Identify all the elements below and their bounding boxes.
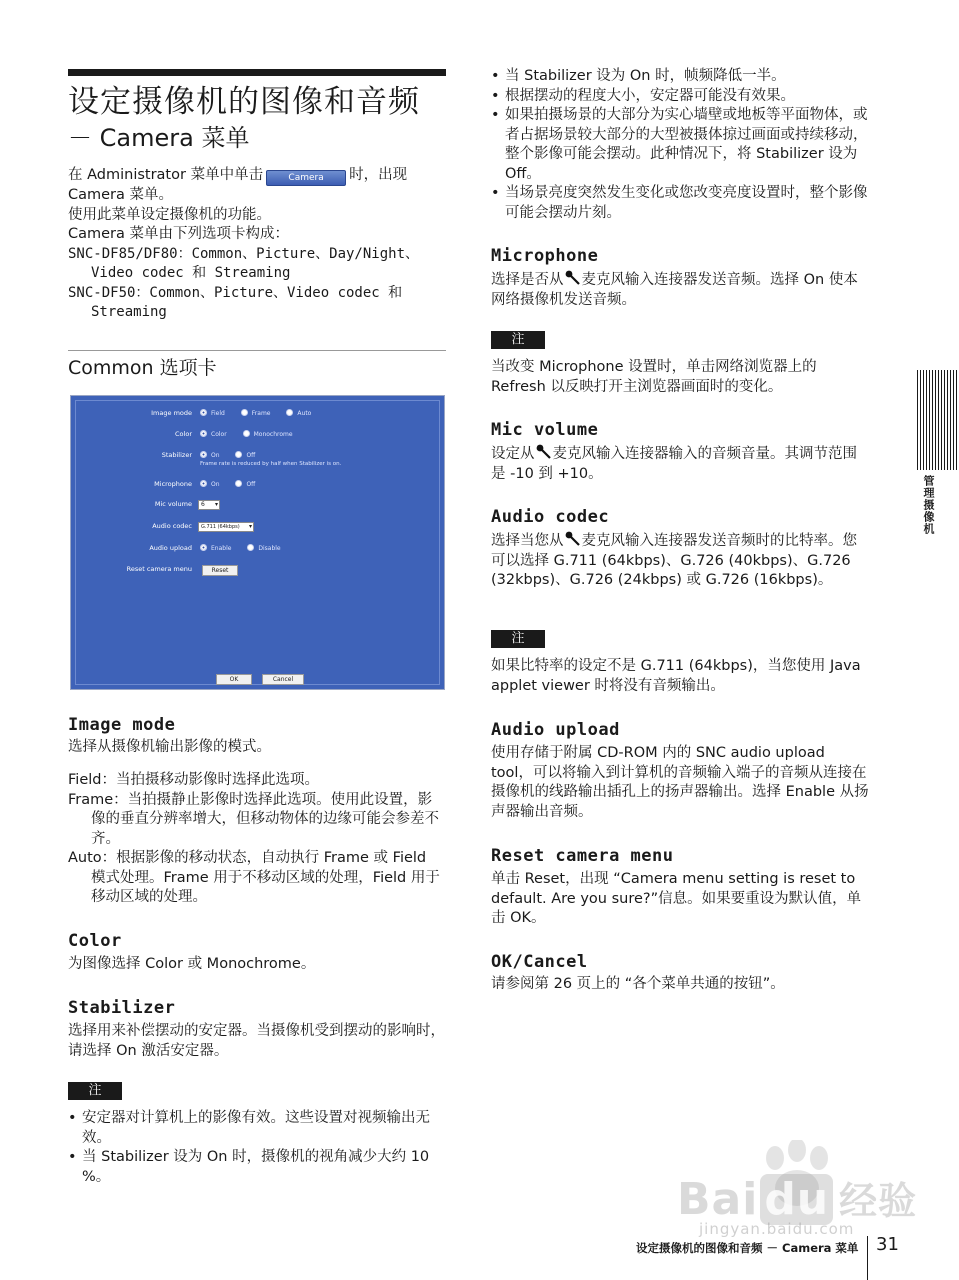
section-rule bbox=[68, 350, 446, 351]
microphone-note: 当改变 Microphone 设置时，单击网络浏览器上的 Refresh 以反映打开主浏览器画面时的变化。 bbox=[491, 359, 817, 395]
microphone-icon bbox=[564, 270, 582, 286]
ss-image-mode-label: Image mode bbox=[151, 409, 192, 417]
reset-camera-menu-text: 单击 Reset，出现 “Camera menu setting is reset to default. Are you sure?”信息。如果要重设为默认值，单击 OK。 bbox=[491, 871, 862, 926]
radio-icon bbox=[200, 409, 207, 416]
page-subtitle: － Camera 菜单 bbox=[68, 124, 250, 152]
page-number: 31 bbox=[876, 1234, 899, 1255]
audio-codec-heading: Audio codec bbox=[491, 507, 610, 527]
ss-cancel-button: Cancel bbox=[262, 674, 304, 685]
audio-codec-text: 选择当您从 麦克风输入连接器发送音频时的比特率。您可以选择 G.711 (64kbps)、G.726 (40kbps)、G.726 (32kbps)、G.726 (24kbps) 或 G.726 (16kbps)。 bbox=[491, 533, 857, 588]
note-tag-stabilizer: 注 bbox=[68, 1082, 122, 1100]
list-item: • 根据摆动的程度大小，安定器可能没有效果。 bbox=[491, 87, 869, 107]
models-df50: SNC-DF50：Common、Picture、Video codec 和 Streaming bbox=[68, 284, 403, 320]
page-title: 设定摄像机的图像和音频 bbox=[68, 84, 420, 120]
list-item: • 当 Stabilizer 设为 On 时，摄像机的视角减少大约 10 %。 bbox=[68, 1148, 446, 1187]
radio-icon bbox=[200, 544, 207, 551]
list-item: • 当 Stabilizer 设为 On 时，帧频降低一半。 bbox=[491, 67, 869, 87]
footer-divider bbox=[867, 1236, 868, 1280]
field-desc: Field：当拍摄移动影像时选择此选项。 bbox=[68, 772, 319, 788]
side-tab-stripes bbox=[917, 370, 959, 470]
audio-codec-note: 如果比特率的设定不是 G.711 (64kbps)，当您使用 Java applet viewer 时将没有音频输出。 bbox=[491, 658, 861, 694]
intro-line-1: 在 Administrator 菜单中单击 Camera 时，出现 bbox=[68, 166, 446, 186]
note-tag-audio-codec: 注 bbox=[491, 630, 545, 648]
ss-audio-upload-label: Audio upload bbox=[149, 544, 192, 552]
ss-color-options: Color Monochrome bbox=[200, 430, 293, 439]
radio-icon bbox=[200, 430, 207, 437]
frame-desc: Frame：当拍摄静止影像时选择此选项。使用此设置，影像的垂直分辨率增大，但移动物体的边缘可能会参差不齐。 bbox=[68, 791, 439, 847]
list-item: • 安定器对计算机上的影像有效。这些设置对视频输出无效。 bbox=[68, 1109, 446, 1148]
microphone-icon bbox=[535, 444, 553, 460]
ss-color-label: Color bbox=[175, 430, 192, 438]
common-tab-heading: Common 选项卡 bbox=[68, 357, 217, 379]
ok-cancel-text: 请参阅第 26 页上的 “各个菜单共通的按钮”。 bbox=[491, 976, 785, 992]
intro-line-3: 使用此菜单设定摄像机的功能。 bbox=[68, 206, 271, 223]
footer-text: 设定摄像机的图像和音频 － Camera 菜单 bbox=[636, 1241, 859, 1255]
radio-icon bbox=[235, 480, 242, 487]
image-mode-text: 选择从摄像机输出影像的模式。 bbox=[68, 739, 271, 755]
microphone-heading: Microphone bbox=[491, 246, 599, 266]
radio-icon bbox=[200, 451, 207, 458]
reset-camera-menu-heading: Reset camera menu bbox=[491, 846, 674, 866]
audio-upload-heading: Audio upload bbox=[491, 720, 620, 740]
ss-image-mode-options: Field Frame Auto bbox=[200, 409, 311, 418]
radio-icon bbox=[243, 430, 250, 437]
stabilizer-note-list bbox=[68, 1109, 446, 1187]
watermark-brand: Bai du 经验 bbox=[677, 1174, 918, 1225]
radio-icon bbox=[247, 544, 254, 551]
title-rule bbox=[68, 69, 446, 76]
mic-volume-text: 设定从 麦克风输入连接器输入的音频音量。其调节范围是 -10 到 +10。 bbox=[491, 446, 857, 482]
color-heading: Color bbox=[68, 931, 122, 951]
radio-icon bbox=[241, 409, 248, 416]
ss-mic-volume-select: 6 ▾ bbox=[198, 500, 220, 510]
stabilizer-text: 选择用来补偿摆动的安定器。当摄像机受到摆动的影响时，请选择 On 激活安定器。 bbox=[68, 1023, 445, 1059]
audio-upload-text: 使用存储于附属 CD-ROM 内的 SNC audio upload tool，可以将输入到计算机的音频输入端子的音频从连接在摄像机的线路输出插孔上的扬声器输出。选择 Enable 从扬声器输出音频。 bbox=[491, 745, 869, 820]
intro bbox=[68, 166, 446, 323]
ss-reset-label: Reset camera menu bbox=[126, 565, 192, 573]
image-mode-heading: Image mode bbox=[68, 715, 176, 735]
microphone-text: 选择是否从 麦克风输入连接器发送音频。选择 On 使本网络摄像机发送音频。 bbox=[491, 272, 858, 308]
ss-stabilizer-options: On Off bbox=[200, 451, 255, 460]
camera-common-screenshot bbox=[70, 395, 445, 690]
stabilizer-heading: Stabilizer bbox=[68, 998, 176, 1018]
stabilizer-note-list-cont bbox=[491, 67, 869, 223]
ss-mic-volume-label: Mic volume bbox=[154, 500, 192, 508]
image-mode-options bbox=[68, 771, 443, 908]
ss-reset-button: Reset bbox=[202, 565, 238, 576]
auto-desc: Auto：根据影像的移动状态，自动执行 Frame 或 Field 模式处理。Frame 用于不移动区域的处理，Field 用于移动区域的处理。 bbox=[68, 850, 440, 905]
radio-icon bbox=[286, 409, 293, 416]
microphone-icon bbox=[564, 531, 582, 547]
models-df85: SNC-DF85/DF80：Common、Picture、Day/Night、Video codec 和 Streaming bbox=[68, 245, 420, 281]
ss-stabilizer-label: Stabilizer bbox=[161, 451, 192, 459]
camera-menu-button: Camera bbox=[266, 170, 346, 186]
ss-microphone-label: Microphone bbox=[154, 480, 192, 488]
mic-volume-heading: Mic volume bbox=[491, 420, 599, 440]
ss-microphone-options: On Off bbox=[200, 480, 255, 489]
intro-line-2: Camera 菜单。 bbox=[68, 187, 174, 203]
ss-audio-upload-options: Enable Disable bbox=[200, 544, 281, 553]
ss-audio-codec-label: Audio codec bbox=[152, 522, 192, 530]
radio-icon bbox=[235, 451, 242, 458]
color-text: 为图像选择 Color 或 Monochrome。 bbox=[68, 956, 316, 972]
ok-cancel-heading: OK/Cancel bbox=[491, 952, 588, 972]
ss-ok-button: OK bbox=[216, 674, 252, 685]
side-tab-label: 管理摄像机 bbox=[922, 475, 935, 535]
note-tag-microphone: 注 bbox=[491, 331, 545, 349]
list-item: • 如果拍摄场景的大部分为实心墙壁或地板等平面物体，或者占据场景较大部分的大型被摄体掠过画面或持续移动，整个影像可能会摆动。此种情况下，将 Stabilizer 设为 Off。 bbox=[491, 106, 869, 184]
list-item: • 当场景亮度突然发生变化或您改变亮度设置时，整个影像可能会摆动片刻。 bbox=[491, 184, 869, 223]
ss-audio-codec-select: G.711 (64kbps) ▾ bbox=[198, 522, 254, 532]
radio-icon bbox=[200, 480, 207, 487]
intro-line-4: Camera 菜单由下列选项卡构成： bbox=[68, 226, 290, 242]
ss-stabilizer-note: Frame rate is reduced by half when Stabilizer is on. bbox=[200, 461, 342, 467]
watermark-url: jingyan.baidu.com bbox=[699, 1220, 855, 1238]
